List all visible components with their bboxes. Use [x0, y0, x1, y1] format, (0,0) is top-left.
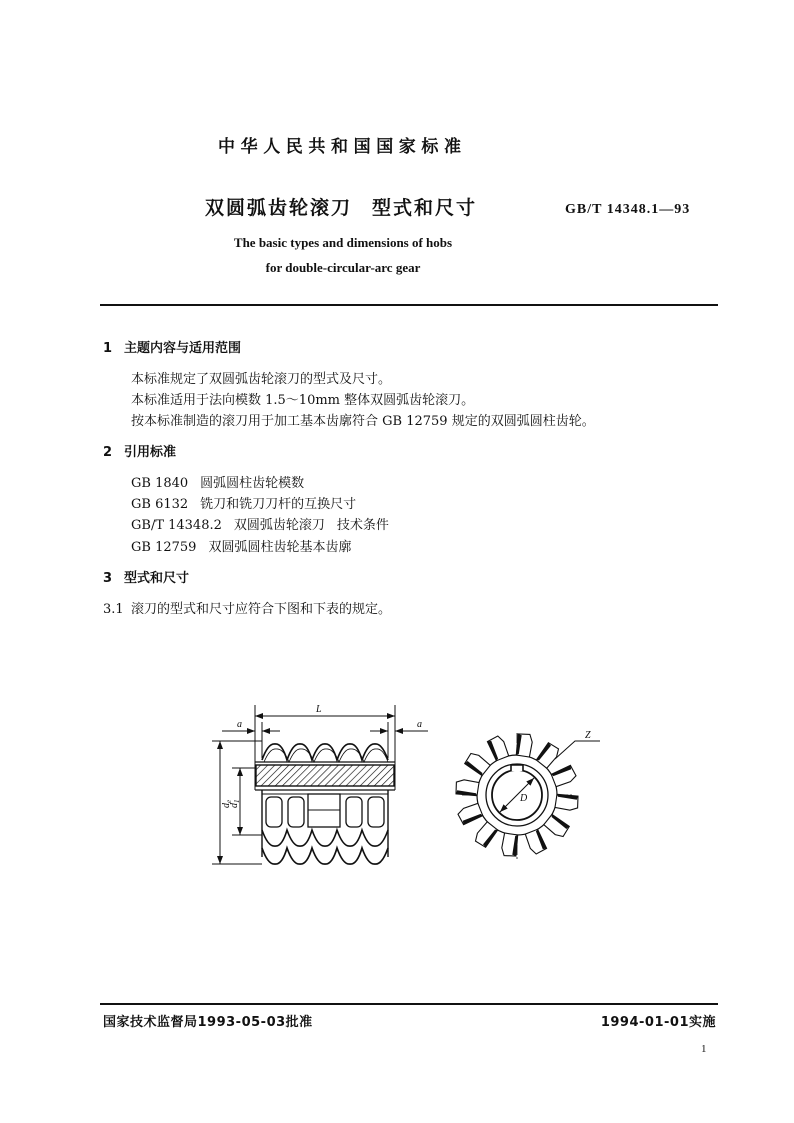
standard-code: GB/T 14348.1—93 [565, 202, 691, 217]
title-english-line2: for double-circular-arc gear [265, 260, 421, 275]
keyway [511, 765, 523, 771]
reference-title: 双圆弧齿轮滚刀 [233, 518, 325, 533]
section-1-title: 主题内容与适用范围 [124, 341, 242, 356]
lower-tooth-profile [262, 830, 388, 846]
reference-item [131, 518, 389, 534]
reference-title: 铣刀和铣刀刀杆的互换尺寸 [200, 497, 357, 512]
section-2-number: 2 [103, 445, 113, 460]
section-1-number: 1 [103, 341, 113, 356]
reference-code: GB 1840 [131, 476, 189, 491]
hob-side-view [212, 704, 428, 864]
label-L: L [316, 704, 322, 715]
label-D: D [520, 793, 528, 804]
chip-flute [266, 797, 282, 827]
subsection-3-1-text: 滚刀的型式和尺寸应符合下图和下表的规定。 [131, 602, 392, 617]
hob-front-view [456, 730, 600, 860]
label-de-base: d [221, 803, 232, 808]
reference-title-extra: 技术条件 [336, 518, 389, 533]
implementation-note: 1994-01-01实施 [600, 1015, 716, 1030]
hob-bore-section [256, 765, 394, 786]
reference-item [131, 540, 351, 556]
reference-code: GB 6132 [131, 497, 189, 512]
reference-item [131, 476, 304, 492]
reference-title: 双圆弧圆柱齿轮基本齿廓 [208, 540, 352, 555]
section-2-title: 引用标准 [124, 445, 177, 460]
section-1-paragraph: 本标准规定了双圆弧齿轮滚刀的型式及尺寸。 [131, 372, 392, 387]
reference-title: 圆弧圆柱齿轮模数 [200, 476, 305, 491]
title-chinese-part2: 型式和尺寸 [372, 197, 478, 219]
page-number: 1 [701, 1043, 707, 1055]
label-a-right: a [417, 719, 422, 730]
reference-code: GB 12759 [131, 540, 197, 555]
chip-flute [368, 797, 384, 827]
subsection-3-1-number: 3.1 [103, 602, 124, 617]
title-english-line1: The basic types and dimensions of hobs [233, 235, 453, 250]
chip-flute [288, 797, 304, 827]
section-1-paragraph: 按本标准制造的滚刀用于加工基本齿廓符合 GB 12759 规定的双圆弧圆柱齿轮。 [131, 414, 595, 429]
section-3-number: 3 [103, 571, 113, 586]
chip-flute [346, 797, 362, 827]
label-d1-sub: 1 [233, 799, 241, 803]
label-a-left: a [237, 719, 242, 730]
label-de-sub: e [225, 799, 233, 803]
section-3-title: 型式和尺寸 [124, 571, 190, 586]
label-d1-base: d [229, 803, 240, 808]
label-Z: Z [585, 730, 591, 741]
section-1-paragraph: 本标准适用于法向模数 1.5～10mm 整体双圆弧齿轮滚刀。 [131, 393, 475, 408]
hob-figure [200, 695, 620, 885]
leader-line-Z [555, 741, 600, 759]
bottom-tooth-profile [262, 848, 388, 864]
top-tooth-profile [262, 744, 388, 760]
reference-code: GB/T 14348.2 [131, 518, 222, 533]
reference-item [131, 497, 356, 513]
approval-note: 国家技术监督局1993-05-03批准 [103, 1015, 313, 1030]
footer-divider [100, 1003, 718, 1005]
top-tooth-profile-rear [264, 749, 388, 762]
national-standard-heading: 中华人民共和国国家标准 [218, 137, 467, 157]
header-divider [100, 304, 718, 306]
title-chinese-part1: 双圆弧齿轮滚刀 [205, 197, 353, 219]
